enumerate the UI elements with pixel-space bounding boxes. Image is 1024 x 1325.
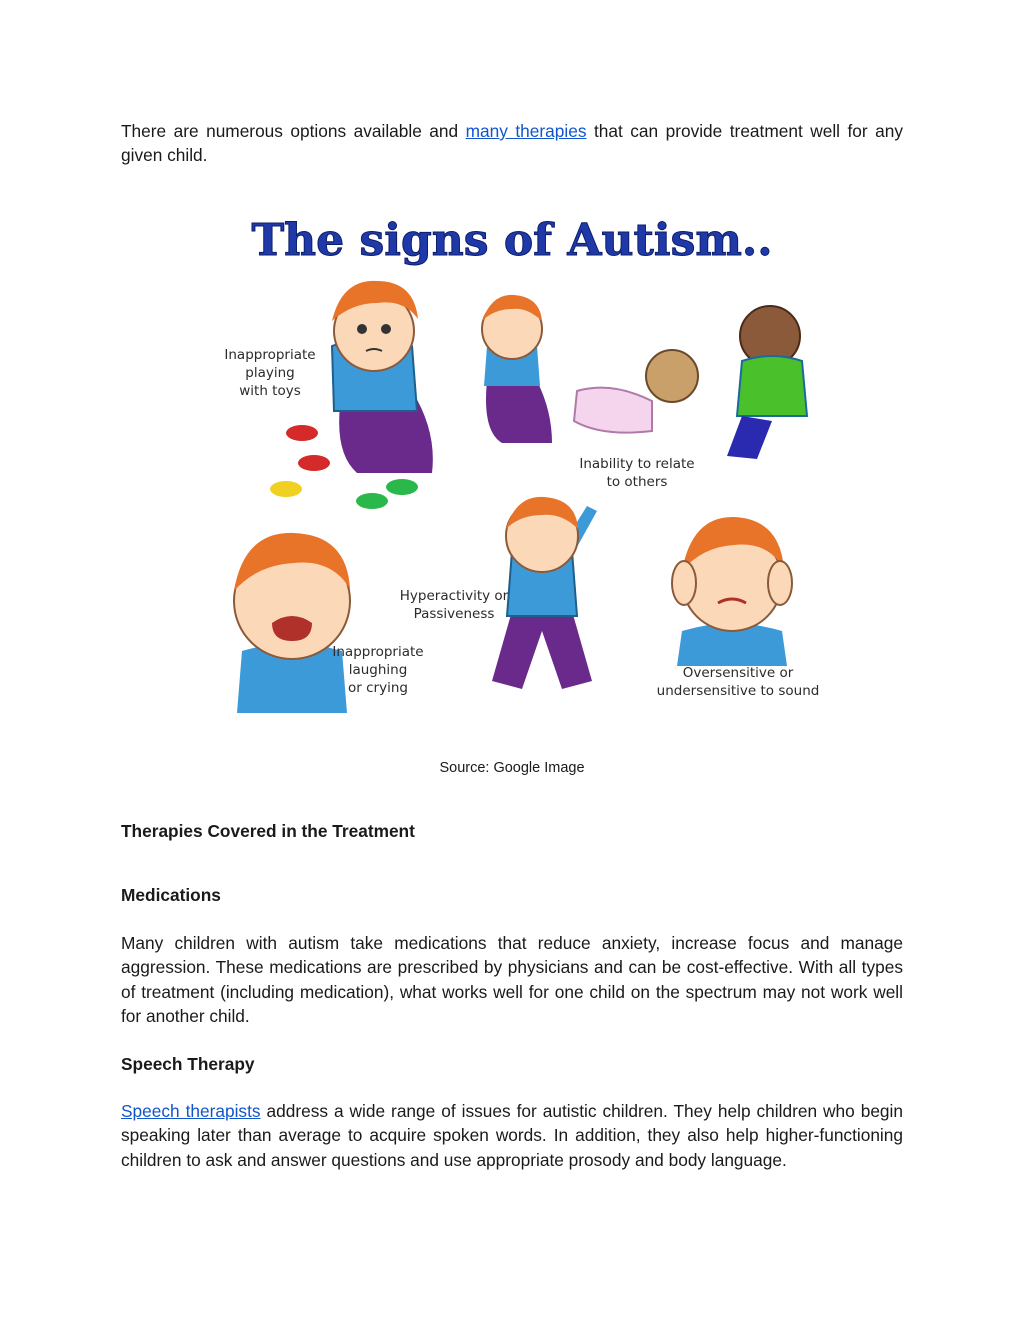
child-covering-ears-figure [672, 517, 792, 666]
label-laugh-1: Inappropriate [332, 644, 424, 660]
label-relate-2: to others [606, 474, 668, 490]
label-playing-1: Inappropriate [224, 347, 316, 363]
speech-therapy-heading: Speech Therapy [121, 1054, 255, 1074]
medications-heading: Medications [121, 885, 221, 905]
label-relate-1: Inability to relate [579, 456, 695, 472]
intro-text-after: that can provide treatment well for any given child. [121, 121, 903, 166]
speech-therapists-link[interactable]: Speech therapists [121, 1101, 261, 1121]
many-therapies-link[interactable]: many therapies [465, 121, 587, 141]
intro-paragraph [121, 119, 903, 168]
child-playing-figure [332, 281, 433, 473]
label-playing-2: playing [245, 365, 295, 381]
label-hyper-1: Hyperactivity or [399, 588, 509, 604]
intro-text-before: There are numerous options available and [121, 121, 466, 141]
children-relate-figure [482, 295, 807, 459]
label-sound-2: undersensitive to sound [656, 683, 820, 699]
label-laugh-2: laughing [348, 662, 408, 678]
autism-signs-illustration [182, 211, 842, 713]
label-laugh-3: or crying [348, 680, 408, 696]
speech-therapy-paragraph [121, 1099, 903, 1172]
illustration-title: The signs of Autism.. [251, 215, 773, 266]
child-crying-figure [234, 533, 350, 713]
label-playing-3: with toys [239, 383, 301, 399]
speech-therapy-text: address a wide range of issues for autistic children. They help children who begin speaking later than average to acquire spoken words. In addition, they also help higher-functioning children to ask and answer questions and use appropriate prosody and body language. [121, 1101, 903, 1170]
medications-paragraph: Many children with autism take medications that reduce anxiety, increase focus and manage aggression. These medications are prescribed by physicians and can be cost-effective. With all types of treatment (including medication), what works well for one child on the spectrum may not work well for another child. [121, 933, 903, 1027]
section-title: Therapies Covered in the Treatment [121, 821, 415, 841]
label-sound-1: Oversensitive or [682, 665, 794, 681]
image-caption: Source: Google Image [439, 760, 585, 776]
label-hyper-2: Passiveness [413, 606, 495, 622]
